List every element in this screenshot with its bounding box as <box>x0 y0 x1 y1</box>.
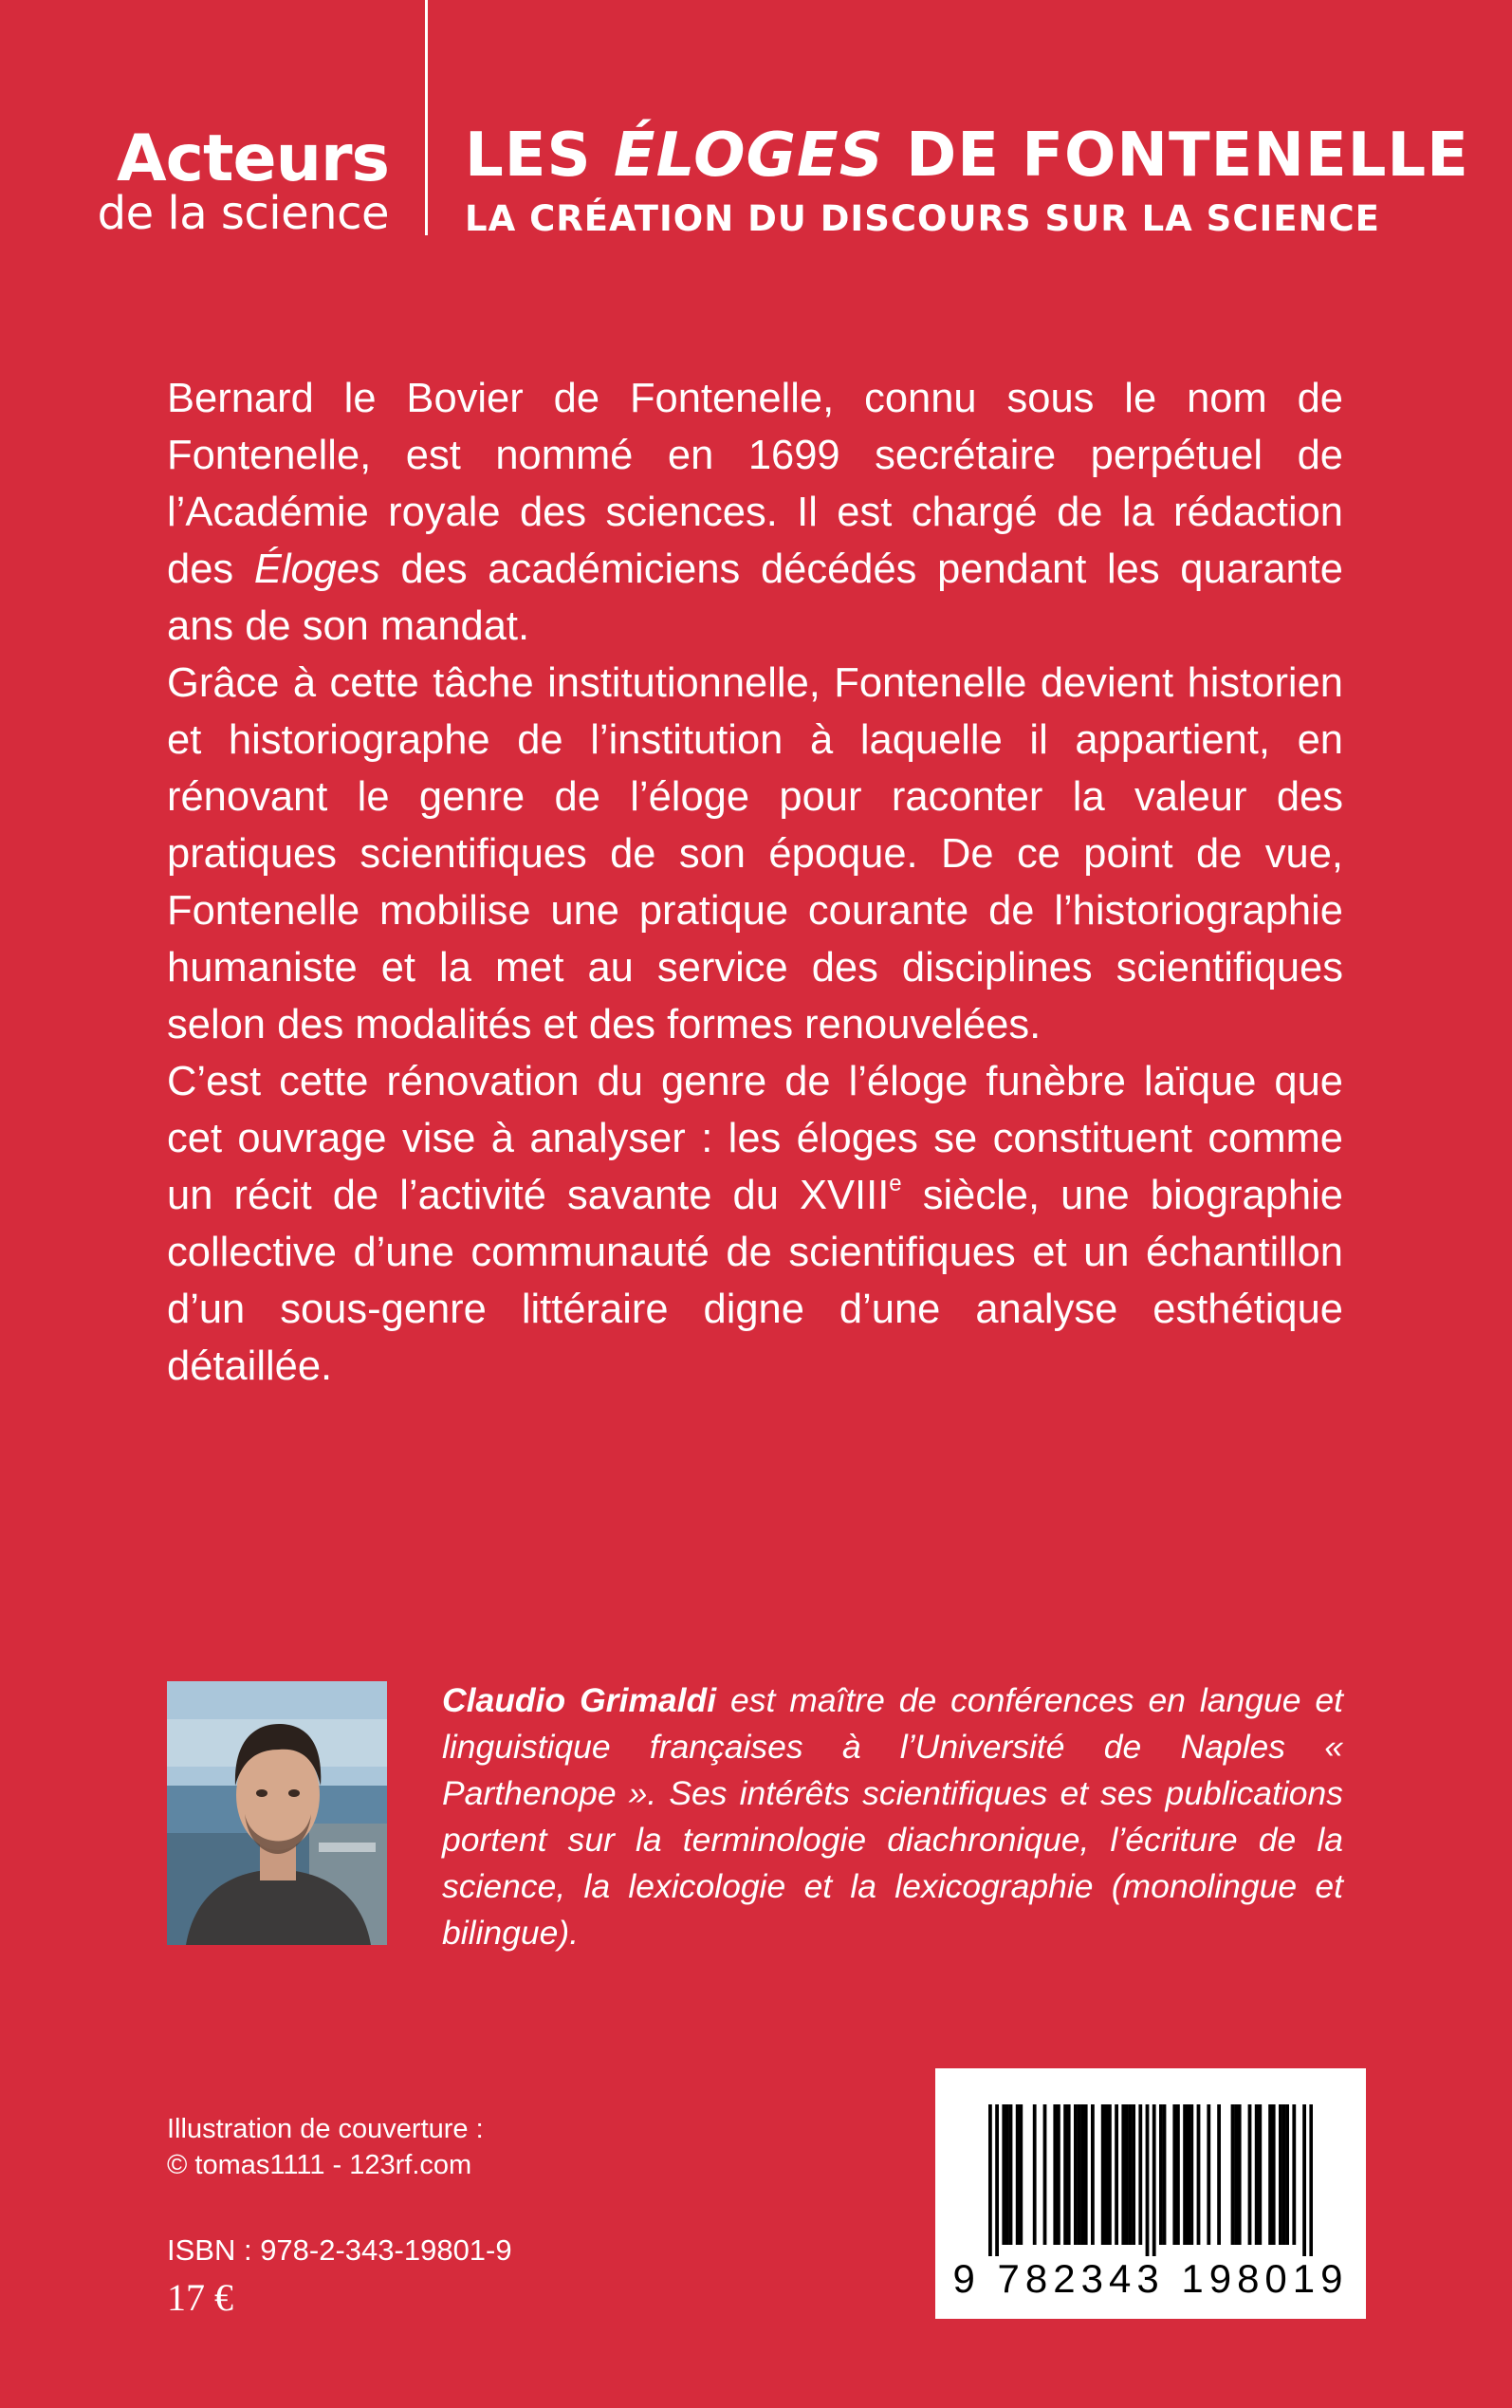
barcode-bar <box>1282 2104 1286 2245</box>
barcode-bar <box>1176 2104 1180 2245</box>
barcode-bar <box>1189 2104 1193 2245</box>
barcode-bar <box>1115 2104 1118 2245</box>
barcode-bar <box>1108 2104 1112 2245</box>
barcode-bar <box>1084 2104 1088 2245</box>
barcode-bar <box>988 2104 992 2256</box>
blurb-p3-text-a: C’est cette rénovation du genre de l’éloge funèbre laïque que cet ouvrage vise à analyser : les éloges se constituent comme un récit de l’activité savante du XVIII <box>167 1059 1343 1218</box>
barcode-bar <box>1183 2104 1187 2245</box>
author-portrait-illustration <box>167 1681 387 1945</box>
barcode-bar <box>1272 2104 1276 2245</box>
barcode-bar <box>1067 2104 1071 2245</box>
cover-credit-line1: Illustration de couverture : <box>167 2114 484 2144</box>
barcode-bar <box>1104 2104 1108 2245</box>
barcode-bar <box>1217 2104 1221 2245</box>
barcode-bar <box>1268 2104 1272 2245</box>
barcode-bar <box>1309 2104 1313 2256</box>
isbn: ISBN : 978-2-343-19801-9 <box>167 2233 512 2267</box>
barcode-bar <box>1258 2104 1262 2245</box>
barcode-bar <box>1019 2104 1023 2245</box>
barcode <box>935 2068 1366 2319</box>
barcode-bar <box>1033 2104 1037 2245</box>
blurb-p3-text-b: siècle, une biographie collective d’une communauté de scientifiques et un échantillon d’un sous-genre littéraire digne d’une analyse esthétique détaillée. <box>167 1173 1343 1389</box>
barcode-bar <box>1234 2104 1238 2245</box>
back-cover-blurb <box>167 370 1343 1395</box>
book-subtitle: LA CRÉATION DU DISCOURS SUR LA SCIENCE <box>465 198 1380 239</box>
barcode-bar <box>1101 2104 1105 2245</box>
barcode-bar <box>995 2104 999 2256</box>
book-title-prefix: LES <box>465 120 614 191</box>
barcode-bar <box>1187 2104 1190 2245</box>
blurb-p1-text-a: Bernard le Bovier de Fontenelle, connu sous le nom de Fontenelle, est nommé en 1699 secrétaire perpétuel de l’Académie royale des sciences. Il est chargé de la rédaction des <box>167 376 1343 592</box>
book-title-suffix: DE FONTENELLE <box>883 120 1469 191</box>
blurb-p3-superscript: e <box>889 1171 902 1196</box>
barcode-bar <box>1074 2104 1078 2245</box>
blurb-p1-italic: Éloges <box>253 546 380 592</box>
barcode-bar <box>1053 2104 1057 2245</box>
barcode-bar <box>1248 2104 1252 2245</box>
series-name-main: Acteurs <box>117 121 389 196</box>
cover-credit <box>167 2111 484 2183</box>
barcode-bar <box>1005 2104 1009 2245</box>
barcode-bar <box>1121 2104 1125 2245</box>
barcode-bar <box>1002 2104 1005 2245</box>
series-logo <box>95 121 389 240</box>
barcode-bar <box>1132 2104 1135 2245</box>
author-bio-text: est maître de conférences en langue et linguistique françaises à l’Université de Naples « Parthenope ». Ses intérêts scientifiques et ses publications portent sur la terminologie diachronique, l’écriture de la science, la lexicologie et la lexicographie (monolingue et bilingue). <box>442 1681 1343 1952</box>
blurb-paragraph-1 <box>167 370 1343 655</box>
barcode-bar <box>1231 2104 1235 2245</box>
header-divider <box>425 0 428 235</box>
blurb-paragraph-2: Grâce à cette tâche institutionnelle, Fontenelle devient historien et historiographe de l’institution à laquelle il appartient, en rénovant le genre de l’éloge pour raconter la valeur des pratiques scientifiques de son époque. De ce point de vue, Fontenelle mobilise une pratique courante de l’historiographie humaniste et la met au service des disciplines scientifiques selon des modalités et des formes renouvelées. <box>167 660 1343 1047</box>
author-bio <box>442 1677 1343 1956</box>
barcode-bar <box>1292 2104 1296 2245</box>
blurb-paragraph-3 <box>167 1053 1343 1395</box>
barcode-bar <box>1009 2104 1013 2245</box>
barcode-bar <box>1091 2104 1095 2245</box>
barcode-bar <box>1163 2104 1167 2245</box>
barcode-bar <box>1078 2104 1081 2245</box>
cover-credit-line2: © tomas1111 - 123rf.com <box>167 2150 472 2180</box>
author-photo <box>167 1681 387 1945</box>
barcode-bar <box>1063 2104 1067 2245</box>
blurb-p1-text-b: des académiciens décédés pendant les quarante ans de son mandat. <box>167 546 1343 649</box>
barcode-bar <box>1080 2104 1084 2245</box>
author-name: Claudio Grimaldi <box>442 1681 717 1719</box>
book-title-italic: ÉLOGES <box>613 120 884 191</box>
barcode-bar <box>1159 2104 1163 2245</box>
barcode-bar <box>1197 2104 1201 2245</box>
barcode-bar <box>1043 2104 1047 2245</box>
barcode-bar <box>1016 2104 1020 2245</box>
barcode-bar <box>1302 2104 1306 2256</box>
barcode-bar <box>1279 2104 1282 2245</box>
barcode-bar <box>1129 2104 1133 2245</box>
barcode-bar <box>1138 2104 1142 2245</box>
price: 17 € <box>167 2276 233 2319</box>
barcode-bar <box>1057 2104 1060 2245</box>
book-title <box>465 121 1469 190</box>
barcode-number: 9 782343 198019 <box>952 2256 1349 2301</box>
series-name-sub: de la science <box>97 187 389 240</box>
barcode-bars <box>988 2104 1313 2256</box>
barcode-bar <box>1238 2104 1242 2245</box>
barcode-bar <box>1125 2104 1129 2245</box>
barcode-bar <box>1146 2104 1150 2256</box>
barcode-bar <box>1285 2104 1289 2245</box>
barcode-bar <box>1255 2104 1259 2245</box>
barcode-bar <box>1207 2104 1210 2245</box>
barcode-bar <box>1172 2104 1176 2245</box>
barcode-bar <box>1152 2104 1156 2256</box>
